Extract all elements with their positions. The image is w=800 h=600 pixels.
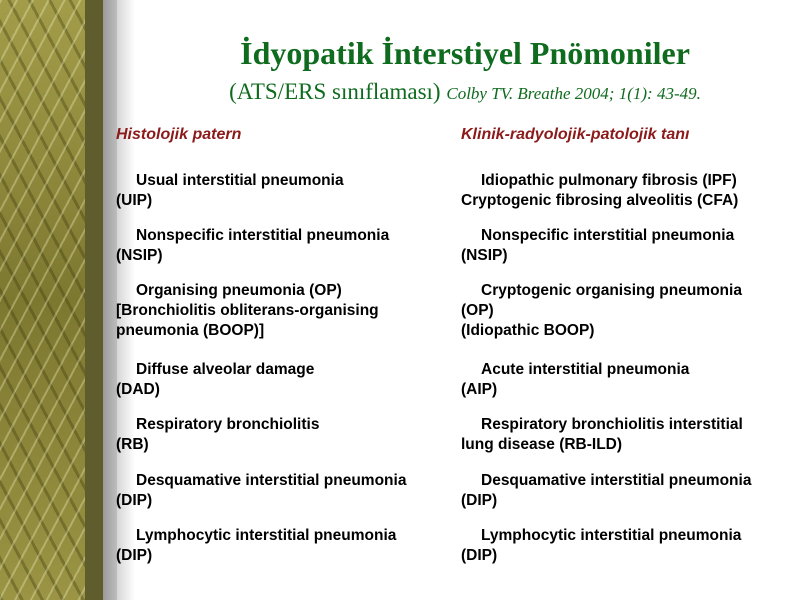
right-list-item: Idiopathic pulmonary fibrosis (IPF) Cryptogenic fibrosing alveolitis (CFA): [461, 172, 739, 209]
decorative-stripe-gray: [103, 0, 117, 600]
left-list-item: Organising pneumonia (OP) [Bronchiolitis obliterans-organising pneumonia (BOOP)]: [116, 282, 379, 339]
right-list-item: Cryptogenic organising pneumonia (OP) (Idiopathic BOOP): [461, 282, 742, 339]
slide-title: İdyopatik İnterstiyel Pnömoniler: [240, 35, 690, 71]
subtitle-citation: Colby TV. Breathe 2004; 1(1): 43-49.: [446, 84, 701, 103]
right-list-item: Acute interstitial pneumonia (AIP): [461, 361, 690, 398]
slide-subtitle: [130, 78, 800, 108]
right-list-item: Respiratory bronchiolitis interstitial lung disease (RB-ILD): [461, 416, 743, 453]
left-list-item: Usual interstitial pneumonia (UIP): [116, 172, 344, 209]
right-list-item: Desquamative interstitial pneumonia (DIP): [461, 472, 752, 509]
left-list-item: Respiratory bronchiolitis (RB): [116, 416, 320, 453]
left-list-item: Lymphocytic interstitial pneumonia (DIP): [116, 527, 397, 564]
left-column-header: Histolojik patern: [116, 126, 242, 143]
left-list-item: Nonspecific interstitial pneumonia (NSIP): [116, 227, 390, 264]
right-column-header: Klinik-radyolojik-patolojik tanı: [461, 126, 690, 143]
left-list-item: Diffuse alveolar damage (DAD): [116, 361, 315, 398]
decorative-side-band: [0, 0, 85, 600]
right-list-item: Nonspecific interstitial pneumonia (NSIP): [461, 227, 735, 264]
subtitle-main: (ATS/ERS sınıflaması): [229, 79, 441, 104]
right-list-item: Lymphocytic interstitial pneumonia (DIP): [461, 527, 742, 564]
left-list-item: Desquamative interstitial pneumonia (DIP): [116, 472, 407, 509]
decorative-stripe-dark: [85, 0, 103, 600]
